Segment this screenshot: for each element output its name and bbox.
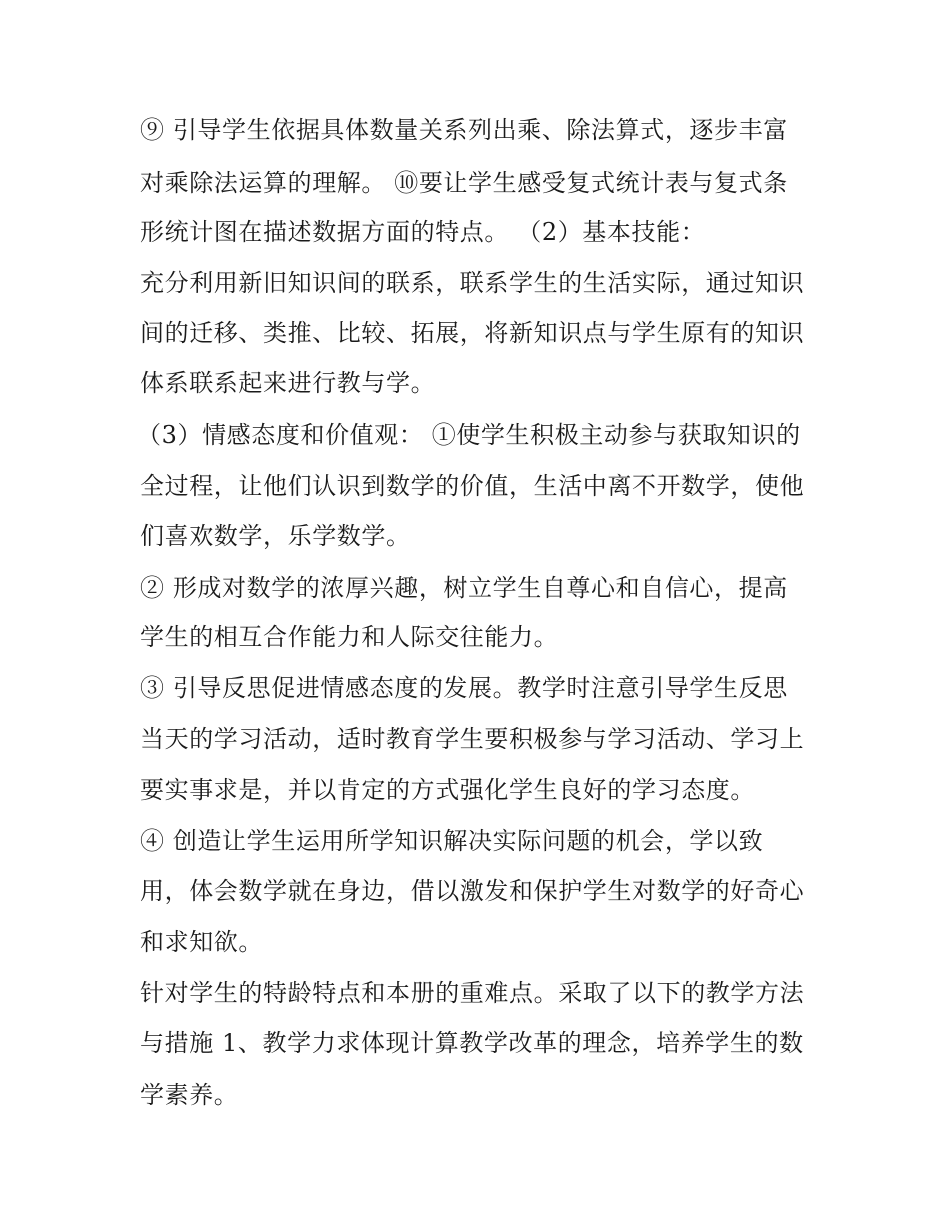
text-line: 当天的学习活动，适时教育学生要积极参与学习活动、学习上 — [140, 725, 805, 753]
text-line: 充分利用新旧知识间的联系，联系学生的生活实际，通过知识 — [140, 269, 805, 297]
text-line: ⑨ 引导学生依据具体数量关系列出乘、除法算式，逐步丰富 — [140, 116, 788, 144]
text-line: 与措施 1、教学力求体现计算教学改革的理念，培养学生的数 — [140, 1029, 804, 1057]
text-line: 学生的相互合作能力和人际交往能力。 — [140, 623, 559, 651]
text-line: ③ 引导反思促进情感态度的发展。教学时注意引导学生反思 — [140, 674, 788, 702]
text-line: 用，体会数学就在身边，借以激发和保护学生对数学的好奇心 — [140, 877, 805, 905]
text-line: 针对学生的特龄特点和本册的重难点。采取了以下的教学方法 — [140, 979, 805, 1007]
text-line: 和求知欲。 — [140, 928, 263, 956]
text-line: ② 形成对数学的浓厚兴趣，树立学生自尊心和自信心，提高 — [140, 574, 788, 602]
text-line: ④ 创造让学生运用所学知识解决实际问题的机会，学以致 — [140, 827, 764, 855]
text-line: 全过程，让他们认识到数学的价值，生活中离不开数学，使他 — [140, 472, 805, 500]
text-line: 对乘除法运算的理解。 ⑩要让学生感受复式统计表与复式条 — [140, 169, 788, 197]
text-line: 体系联系起来进行教与学。 — [140, 369, 436, 397]
text-line: 学素养。 — [140, 1081, 239, 1109]
text-line: 们喜欢数学，乐学数学。 — [140, 522, 411, 550]
text-line: 间的迁移、类推、比较、拓展，将新知识点与学生原有的知识 — [140, 319, 805, 347]
text-line: 要实事求是，并以肯定的方式强化学生良好的学习态度。 — [140, 776, 755, 804]
text-line: 形统计图在描述数据方面的特点。 （2）基本技能： — [140, 218, 706, 246]
text-line: （3）情感态度和价值观： ①使学生积极主动参与获取知识的 — [137, 421, 801, 449]
